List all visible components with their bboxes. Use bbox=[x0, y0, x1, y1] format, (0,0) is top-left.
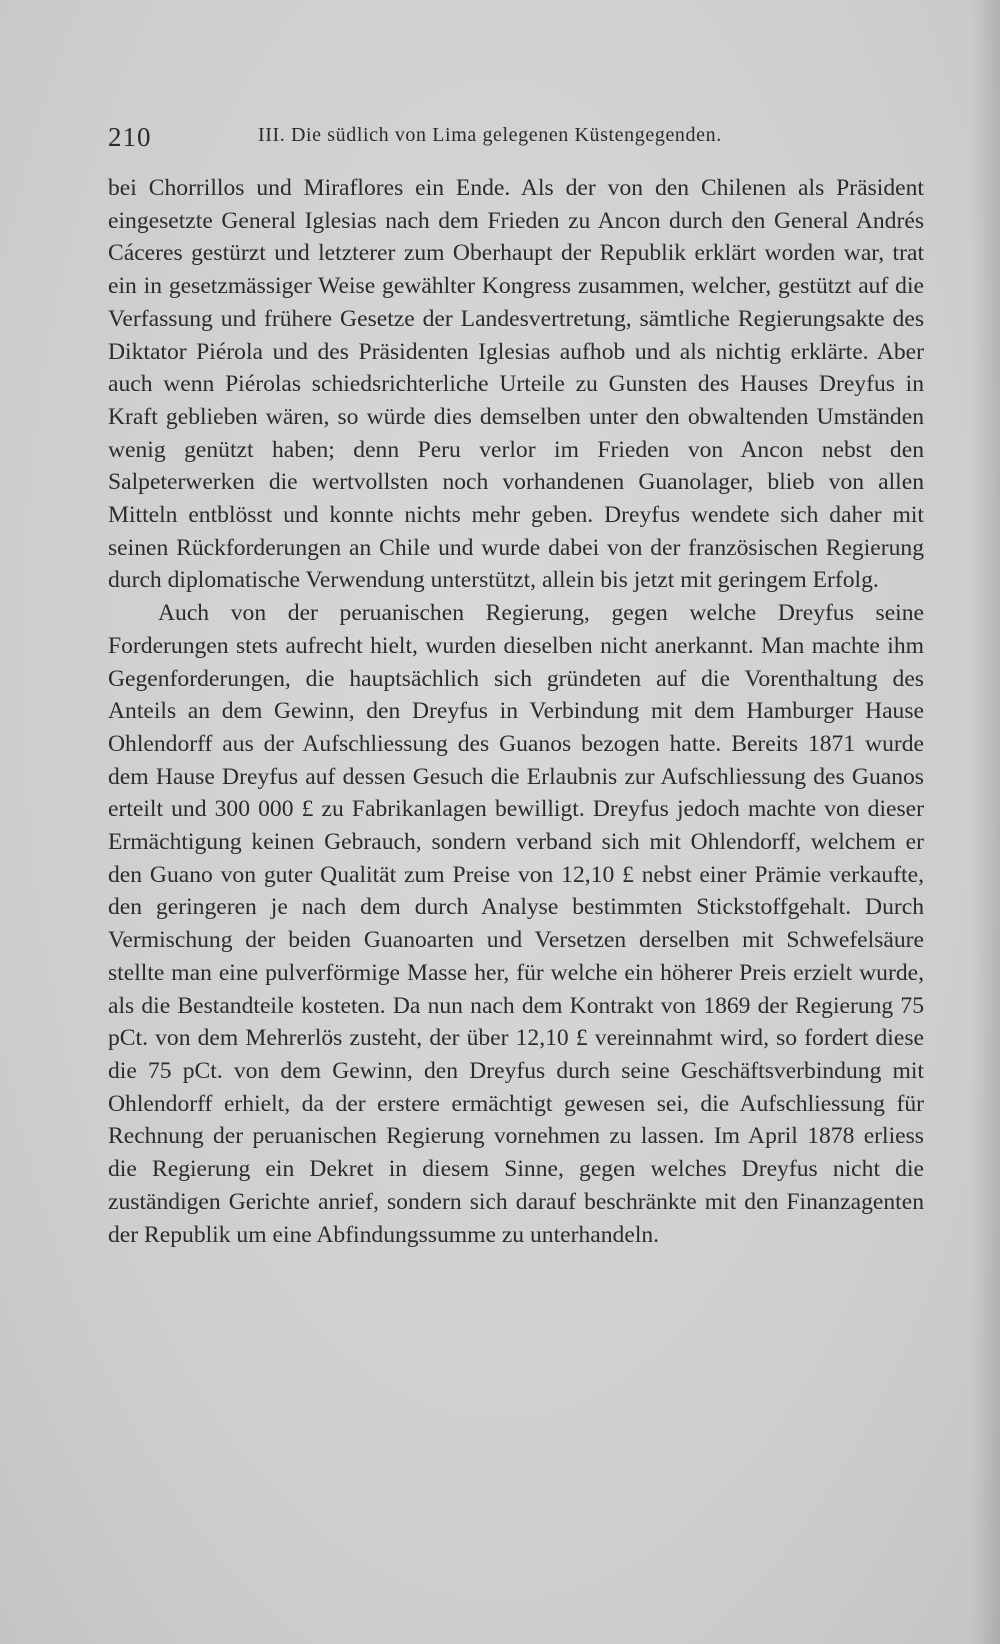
paragraph-1: bei Chorrillos und Miraflores ein Ende. Als der von den Chilenen als Präsident eingesetzte General Iglesias nach dem Frieden zu Ancon durch den General Andrés Cáceres gestürzt und letzterer zum Oberhaupt der Republik erklärt worden war, trat ein in gesetzmässiger Weise gewählter Kongress zusammen, welcher, gestützt auf die Verfassung und frühere Gesetze der Landesvertretung, sämtliche Regierungsakte des Diktator Piérola und des Präsidenten Iglesias aufhob und als nichtig erklärte. Aber auch wenn Piérolas schiedsrichterliche Urteile zu Gunsten des Hauses Dreyfus in Kraft geblieben wären, so würde dies demselben unter den obwaltenden Umständen wenig genützt haben; denn Peru verlor im Frieden von Ancon nebst den Salpeterwerken die wertvollsten noch vorhandenen Guanolager, blieb von allen Mitteln entblösst und konnte nichts mehr geben. Dreyfus wendete sich daher mit seinen Rückforderungen an Chile und wurde dabei von der französischen Regierung durch diplomatische Verwendung unterstützt, allein bis jetzt mit geringem Erfolg. bbox=[108, 175, 924, 594]
page-number: 210 bbox=[108, 122, 152, 152]
body-text bbox=[108, 172, 924, 1251]
page-header bbox=[108, 118, 928, 152]
running-head: III. Die südlich von Lima gelegenen Küstengegenden. bbox=[258, 124, 722, 146]
page-edge-shadow bbox=[972, 0, 1000, 1644]
paragraph-2: Auch von der peruanischen Regierung, gegen welche Dreyfus seine Forderungen stets aufrecht hielt, wurden dieselben nicht anerkannt. Man machte ihm Gegenforderungen, die hauptsächlich sich gründeten auf die Vorenthaltung des Anteils an dem Gewinn, den Dreyfus in Verbindung mit dem Hamburger Hause Ohlendorff aus der Aufschliessung des Guanos bezogen hatte. Bereits 1871 wurde dem Hause Dreyfus auf dessen Gesuch die Erlaubnis zur Aufschliessung des Guanos erteilt und 300 000 £ zu Fabrikanlagen bewilligt. Dreyfus jedoch machte von dieser Ermächtigung keinen Gebrauch, sondern verband sich mit Ohlendorff, welchem er den Guano von guter Qualität zum Preise von 12,10 £ nebst einer Prämie verkaufte, den geringeren je nach dem durch Analyse bestimmten Stickstoffgehalt. Durch Vermischung der beiden Guanoarten und Versetzen derselben mit Schwefelsäure stellte man eine pulverförmige Masse her, für welche ein höherer Preis erzielt wurde, als die Bestandteile kosteten. Da nun nach dem Kontrakt von 1869 der Regierung 75 pCt. von dem Mehrerlös zusteht, der über 12,10 £ vereinnahmt wird, so fordert diese die 75 pCt. von dem Gewinn, den Dreyfus durch seine Geschäftsverbindung mit Ohlendorff erhielt, da der erstere ermächtigt gewesen sei, die Aufschliessung für Rechnung der peruanischen Regierung vornehmen zu lassen. Im April 1878 erliess die Regierung ein Dekret in diesem Sinne, gegen welches Dreyfus nicht die zuständigen Gerichte anrief, sondern sich darauf beschränkte mit den Finanzagenten der Republik um eine Abfindungssumme zu unterhandeln. bbox=[108, 600, 924, 1248]
